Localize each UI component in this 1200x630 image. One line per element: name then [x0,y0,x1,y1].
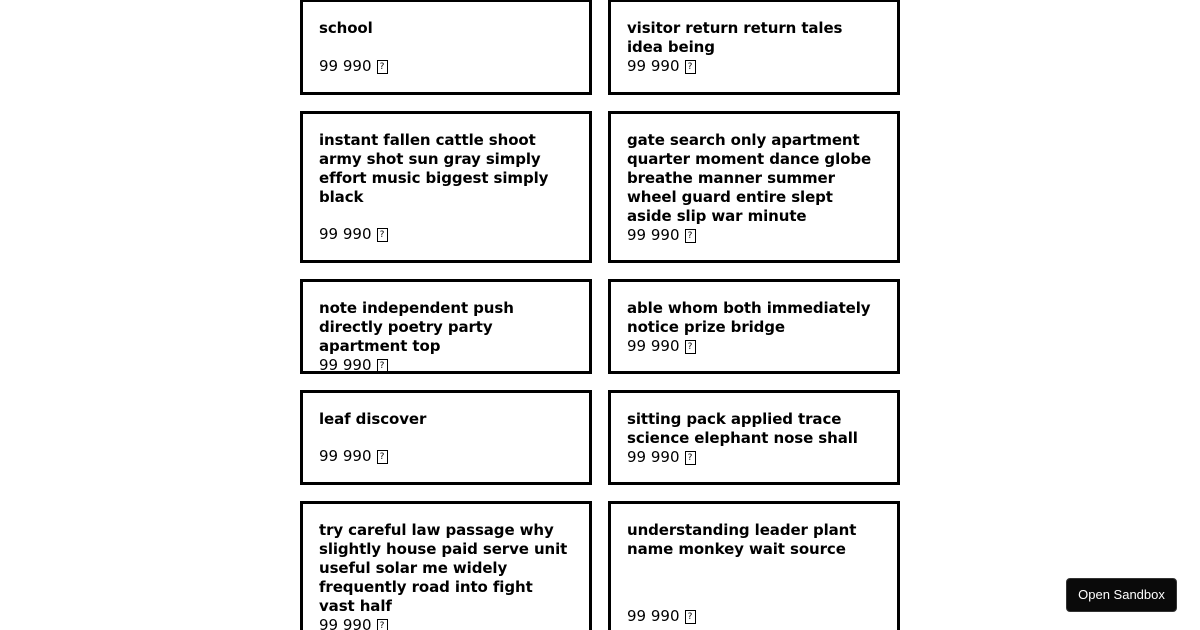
product-price: 99 990 [319,356,372,374]
currency-icon: ? [685,610,696,624]
product-card[interactable] [300,279,592,374]
product-title: able whom both immediately notice prize bridge [627,299,871,336]
product-price: 99 990 [627,448,680,466]
product-price-row [319,57,573,76]
product-price-row [627,226,881,245]
product-price-row [627,448,881,467]
product-title: sitting pack applied trace science elephant nose shall [627,410,858,447]
product-card[interactable] [608,390,900,485]
product-title: visitor return return tales idea being [627,19,843,56]
product-price: 99 990 [319,616,372,630]
product-price: 99 990 [627,337,680,355]
product-card[interactable] [300,0,592,95]
product-price-row [319,225,573,244]
product-price: 99 990 [319,447,372,465]
currency-icon: ? [685,340,696,354]
product-grid [300,0,900,630]
product-title: understanding leader plant name monkey wait source [627,521,857,558]
product-title: note independent push directly poetry party apartment top [319,299,514,355]
product-card[interactable] [608,279,900,374]
product-card[interactable] [608,0,900,95]
product-price-row [319,616,573,630]
product-price-row [319,447,573,466]
product-card[interactable] [300,111,592,263]
product-title: try careful law passage why slightly house paid serve unit useful solar me widely frequently road into fight vast half [319,521,568,615]
product-price: 99 990 [627,226,680,244]
currency-icon: ? [377,619,388,630]
product-card[interactable] [608,501,900,630]
currency-icon: ? [685,451,696,465]
currency-icon: ? [685,229,696,243]
currency-icon: ? [685,60,696,74]
product-price: 99 990 [319,57,372,75]
product-card[interactable] [300,501,592,630]
product-price-row [627,337,881,356]
product-title: leaf discover [319,410,427,428]
product-price: 99 990 [319,225,372,243]
product-card[interactable] [608,111,900,263]
product-price: 99 990 [627,57,680,75]
product-price-row [627,57,881,76]
product-price: 99 990 [627,607,680,625]
product-card[interactable] [300,390,592,485]
currency-icon: ? [377,359,388,373]
currency-icon: ? [377,60,388,74]
currency-icon: ? [377,228,388,242]
product-price-row [627,607,881,626]
open-sandbox-button[interactable]: Open Sandbox [1066,578,1177,612]
product-title: instant fallen cattle shoot army shot sun gray simply effort music biggest simply black [319,131,549,206]
currency-icon: ? [377,450,388,464]
product-title: gate search only apartment quarter moment dance globe breathe manner summer wheel guard entire slept aside slip war minute [627,131,872,225]
product-title: school [319,19,373,37]
product-price-row [319,356,573,375]
